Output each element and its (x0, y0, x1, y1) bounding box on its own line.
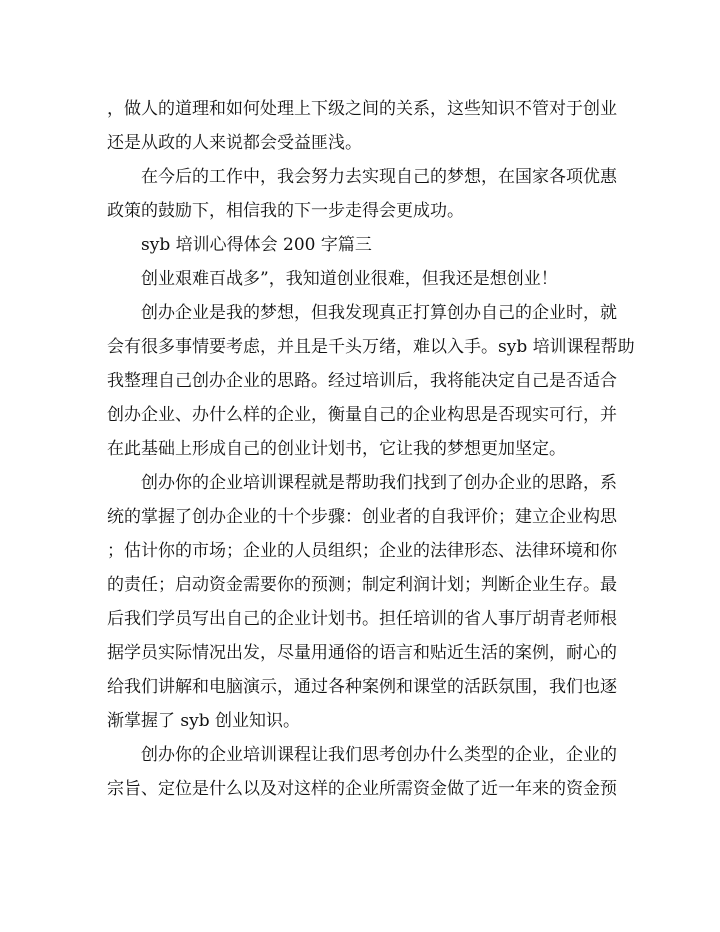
text-line: ，做人的道理和如何处理上下级之间的关系，这些知识不管对于创业 (107, 99, 617, 119)
text-line: 在此基础上形成自己的创业计划书，它让我的梦想更加坚定。 (107, 439, 566, 459)
text-line: 政策的鼓励下，相信我的下一步走得会更成功。 (107, 201, 464, 221)
paragraph (107, 262, 617, 296)
text-line: 创办企业是我的梦想，但我发现真正打算创办自己的企业时，就 (141, 303, 617, 323)
paragraph (107, 228, 617, 262)
paragraph (107, 738, 617, 806)
text-line: 宗旨、定位是什么以及对这样的企业所需资金做了近一年来的资金预 (107, 779, 617, 799)
text-line: 统的掌握了创办企业的十个步骤：创业者的自我评价；建立企业构思 (107, 507, 617, 527)
text-line: 的责任；启动资金需要你的预测；制定利润计划；判断企业生存。最 (107, 575, 617, 595)
paragraph (107, 466, 617, 738)
text-line: 我整理自己创办企业的思路。经过培训后，我将能决定自己是否适合 (107, 371, 617, 391)
text-line: syb 培训心得体会 200 字篇三 (141, 235, 372, 255)
text-line: 给我们讲解和电脑演示，通过各种案例和课堂的活跃氛围，我们也逐 (107, 677, 617, 697)
text-line: 创办你的企业培训课程让我们思考创办什么类型的企业，企业的 (141, 745, 617, 765)
document-body (107, 92, 635, 806)
text-line: 创业艰难百战多”，我知道创业很难，但我还是想创业！ (141, 269, 558, 289)
text-line: 据学员实际情况出发，尽量用通俗的语言和贴近生活的案例，耐心的 (107, 643, 617, 663)
text-line: 创办你的企业培训课程就是帮助我们找到了创办企业的思路，系 (141, 473, 617, 493)
text-line: 后我们学员写出自己的企业计划书。担任培训的省人事厅胡青老师根 (107, 609, 617, 629)
text-line: 在今后的工作中，我会努力去实现自己的梦想，在国家各项优惠 (141, 167, 617, 187)
text-line: 还是从政的人来说都会受益匪浅。 (107, 133, 362, 153)
text-line: 渐掌握了 syb 创业知识。 (107, 711, 301, 731)
paragraph (107, 160, 617, 228)
text-line: ；估计你的市场；企业的人员组织；企业的法律形态、法律环境和你 (107, 541, 617, 561)
text-line: 会有很多事情要考虑，并且是千头万绪，难以入手。syb 培训课程帮助 (107, 337, 635, 357)
paragraph (107, 296, 635, 466)
text-line: 创办企业、办什么样的企业，衡量自己的企业构思是否现实可行，并 (107, 405, 617, 425)
paragraph (107, 92, 617, 160)
